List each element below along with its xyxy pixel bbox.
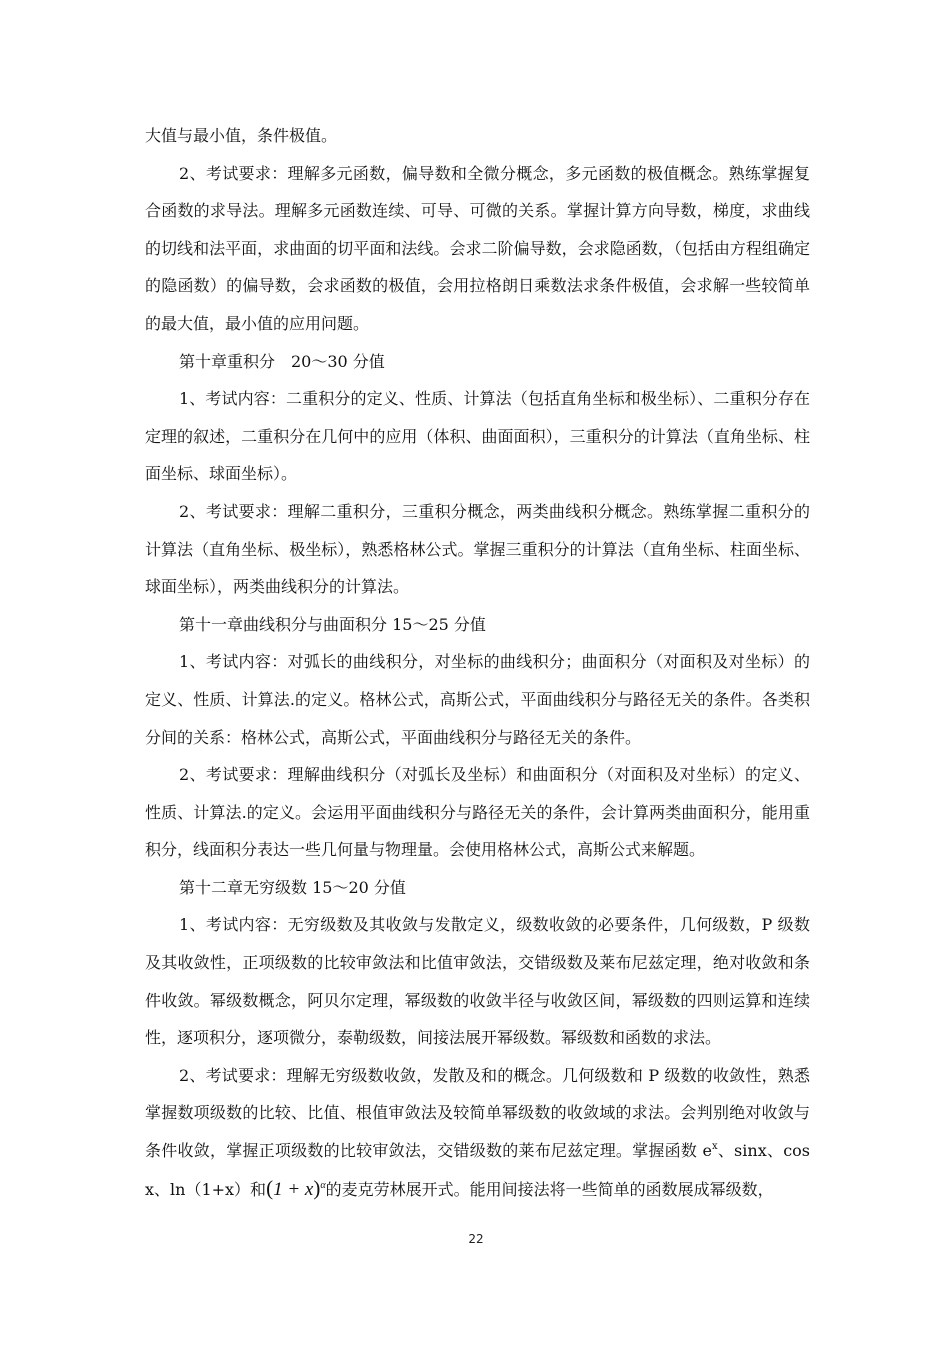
paragraph-with-formula [145,1057,810,1208]
chapter-heading: 第十一章曲线积分与曲面积分 15～25 分值 [179,614,486,634]
paragraph: 2、考试要求：理解多元函数，偏导数和全微分概念，多元函数的极值概念。熟练掌握复合函数的求导法。理解多元函数连续、可导、可微的关系。掌握计算方向导数，梯度，求曲线的切线和法平面，求曲面的切平面和法线。会求二阶偏导数，会求隐函数，（包括由方程组确定的隐函数）的偏导数，会求函数的极值，会用拉格朗日乘数法求条件极值，会求解一些较简单的最大值，最小值的应用问题。 [145,163,810,333]
superscript: x [711,1141,718,1153]
chapter-heading: 第十章重积分 20～30 分值 [179,351,385,371]
math-paren: ( [266,1175,274,1200]
paragraph: 1、考试内容：对弧长的曲线积分，对坐标的曲线积分；曲面积分（对面积及对坐标）的定义、性质、计算法.的定义。格林公式，高斯公式，平面曲线积分与路径无关的条件。各类积分间的关系：格林公式，高斯公式，平面曲线积分与路径无关的条件。 [145,652,810,747]
math-superscript: α [320,1179,326,1191]
paragraph: 1、考试内容：无穷级数及其收敛与发散定义，级数收敛的必要条件，几何级数，P 级数及其收敛性，正项级数的比较审敛法和比值审敛法，交错级数及莱布尼兹定理，绝对收敛和条件收敛。幂级数概念，阿贝尔定理，幂级数的收敛半径与收敛区间，幂级数的四则运算和连续性，逐项积分，逐项微分，泰勒级数，间接法展开幂级数。幂级数和函数的求法。 [145,915,810,1048]
math-body: 1 + x [273,1178,314,1200]
paragraph: 1、考试内容：二重积分的定义、性质、计算法（包括直角坐标和极坐标）、二重积分存在定理的叙述，二重积分在几何中的应用（体积、曲面面积），三重积分的计算法（直角坐标、柱面坐标、球面坐标）。 [145,389,810,484]
math-paren: ) [313,1175,321,1200]
text-run: 、sinx、cosx、ln（1+x）和 [145,1141,810,1199]
page-number: 22 [468,1232,484,1246]
body-text [145,117,810,1208]
paragraph: 2、考试要求：理解二重积分，三重积分概念，两类曲线积分概念。熟练掌握二重积分的计算法（直角坐标、极坐标），熟悉格林公式。掌握三重积分的计算法（直角坐标、柱面坐标、球面坐标），两类曲线积分的计算法。 [145,501,810,597]
text-run: 2、考试要求：理解无穷级数收敛，发散及和的概念。几何级数和 P 级数的收敛性，熟悉掌握数项级数的比较、比值、根值审敛法及较简单幂级数的收敛域的求法。会判别绝对收敛与条件收敛，掌握正项级数的比较审敛法，交错级数的莱布尼兹定理。掌握函数 e [145,1065,810,1161]
math-formula [266,1175,326,1200]
paragraph: 2、考试要求：理解曲线积分（对弧长及坐标）和曲面积分（对面积及对坐标）的定义、性质、计算法.的定义。会运用平面曲线积分与路径无关的条件，会计算两类曲面积分，能用重积分，线面积分表达一些几何量与物理量。会使用格林公式，高斯公式来解题。 [145,765,810,860]
text-run: 的麦克劳林展开式。能用间接法将一些简单的函数展成幂级数， [325,1179,774,1199]
paragraph: 大值与最小值，条件极值。 [145,126,338,145]
chapter-heading: 第十二章无穷级数 15～20 分值 [179,877,406,897]
